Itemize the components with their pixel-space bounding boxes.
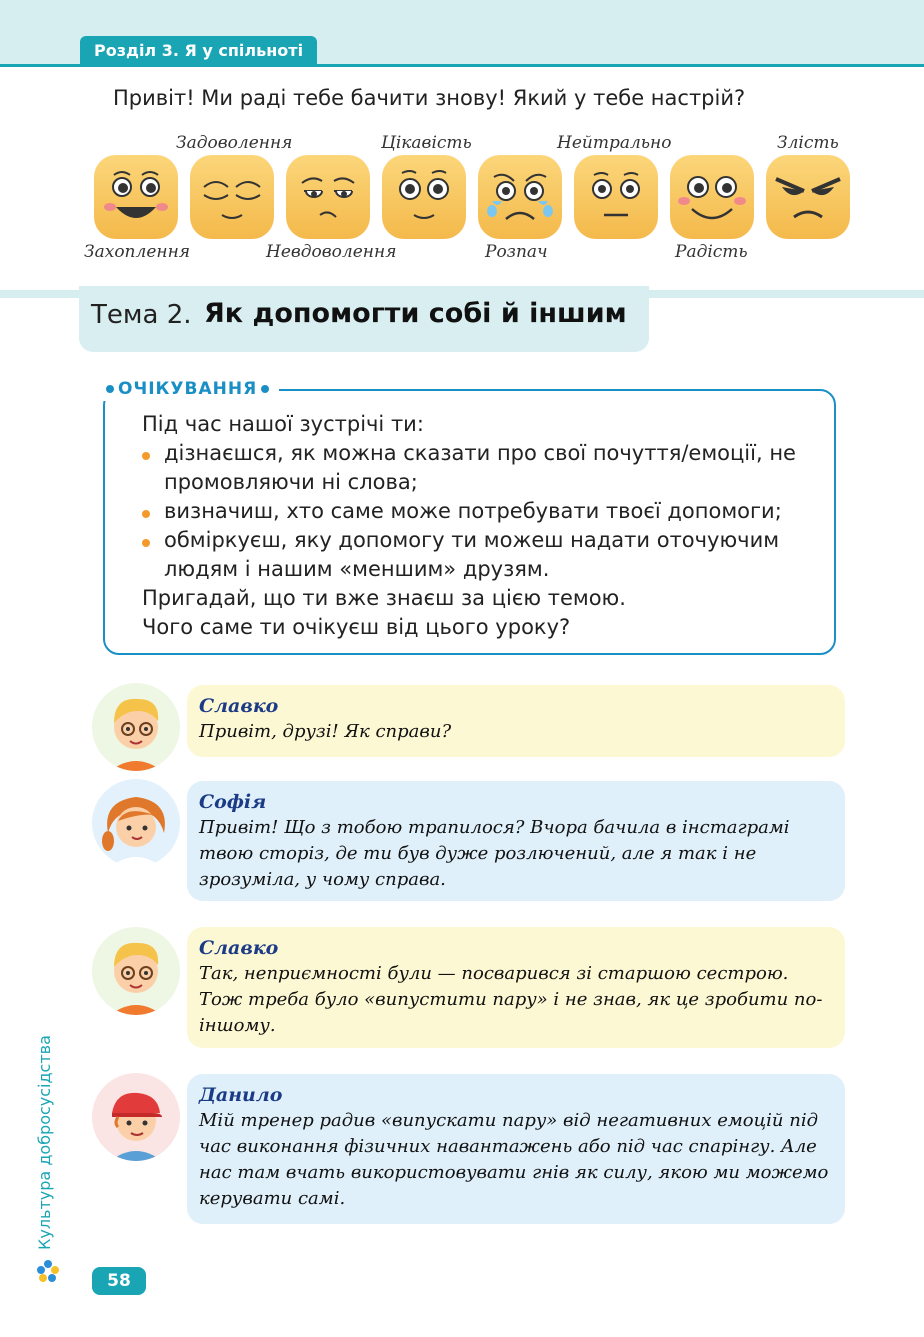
emotion-label-discontent: Невдоволення <box>266 242 397 262</box>
side-series-title: Культура добросусідства <box>35 1035 54 1250</box>
speaker-name: Софія <box>199 791 267 813</box>
speech-text: Мій тренер радив «випускати пару» від негативних емоцій під час виконання фізичних навантажень або під час спарінгу. Але нас там вчать використовувати гнів як силу, якою ми можемо керувати самі. <box>199 1110 829 1209</box>
emotion-label-despair: Розпач <box>485 242 548 262</box>
avatar-slavko <box>92 927 180 1015</box>
dialogue-bubble <box>187 685 845 757</box>
expectations-bullet: дізнаєшся, як можна сказати про свої почуття/емоції, не промовляючи ні слова; <box>142 439 832 497</box>
speech-text: Так, неприємності були — посварився зі старшою сестрою. Тож треба було «випустити пару» і не знав, як це зробити по-іншому. <box>199 963 823 1036</box>
despair-face-icon <box>478 155 562 239</box>
expectations-label-wrap <box>96 377 279 401</box>
avatar-slavko <box>92 683 180 771</box>
neutral-face-icon <box>574 155 658 239</box>
emotion-label-anger: Злість <box>777 133 839 153</box>
dialogue-bubble <box>187 1074 845 1224</box>
dialogue-bubble <box>187 781 845 901</box>
joy-face-icon <box>670 155 754 239</box>
greeting-text: Привіт! Ми раді тебе бачити знову! Який у тебе настрій? <box>113 86 746 110</box>
emotion-faces-row <box>94 155 854 241</box>
speech-text: Привіт! Що з тобою трапилося? Вчора бачила в інстаграмі твою сторіз, де ти був дуже розлючений, але я так і не зрозуміла, у чому справа. <box>199 817 790 890</box>
curiosity-face-icon <box>382 155 466 239</box>
page-number: 58 <box>92 1267 146 1295</box>
speaker-name: Данило <box>199 1084 283 1106</box>
speech-text: Привіт, друзі! Як справи? <box>199 721 452 742</box>
avatar-sofia <box>92 779 180 867</box>
emotion-label-curiosity: Цікавість <box>381 133 472 153</box>
satisfaction-face-icon <box>190 155 274 239</box>
speaker-name: Славко <box>199 937 279 959</box>
anger-face-icon <box>766 155 850 239</box>
expectations-text <box>142 410 832 642</box>
expectations-bullet: обміркуєш, яку допомогу ти можеш надати оточуючим людям і нашим «меншим» друзям. <box>142 526 832 584</box>
emotion-label-neutral: Нейтрально <box>557 133 672 153</box>
expectations-label: ОЧІКУВАННЯ <box>118 379 258 399</box>
emotion-label-satisfaction: Задоволення <box>176 133 293 153</box>
topic-title: Як допомогти собі й іншим <box>204 298 627 329</box>
emotion-label-delight: Захоплення <box>84 242 191 262</box>
section-tab: Розділ 3. Я у спільноті <box>80 36 317 66</box>
dot-icon <box>106 385 114 393</box>
section-rule <box>0 64 924 67</box>
expectations-question: Чого саме ти очікуєш від цього уроку? <box>142 615 571 639</box>
avatar-danylo <box>92 1073 180 1161</box>
topic-number: Тема 2. <box>91 300 192 330</box>
emotion-label-joy: Радість <box>675 242 748 262</box>
expectations-outro: Пригадай, що ти вже знаєш за цією темою. <box>142 586 626 610</box>
delight-face-icon <box>94 155 178 239</box>
expectations-intro: Під час нашої зустрічі ти: <box>142 412 424 436</box>
dialogue-bubble <box>187 927 845 1048</box>
flower-logo-icon <box>36 1259 60 1283</box>
dot-icon <box>261 385 269 393</box>
speaker-name: Славко <box>199 695 279 717</box>
discontent-face-icon <box>286 155 370 239</box>
expectations-bullet: визначиш, хто саме може потребувати твоєї допомоги; <box>142 497 832 526</box>
